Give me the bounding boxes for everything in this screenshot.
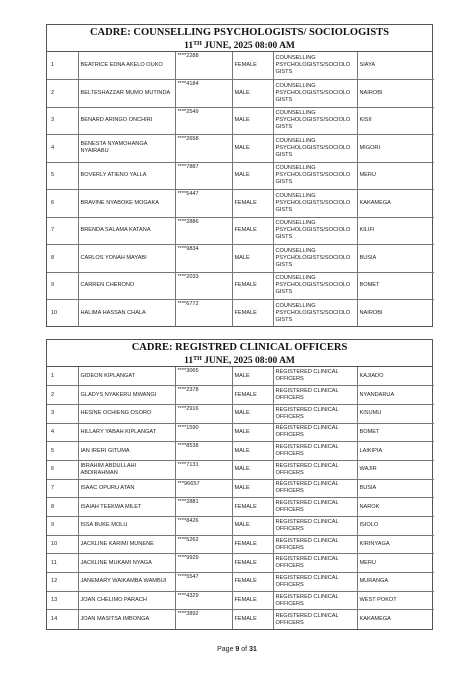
table-row [47, 162, 434, 190]
id-number: ****2288 [175, 52, 232, 80]
county: MERU [357, 162, 434, 190]
gender: FEMALE [232, 300, 273, 328]
id-number: ****9834 [175, 245, 232, 273]
table-row [47, 190, 434, 218]
table-row [47, 107, 434, 135]
table-row [47, 479, 434, 498]
cadre-name: REGISTERED CLINICAL OFFICERS [273, 610, 357, 629]
county: MERU [357, 554, 434, 573]
county: KAKAMEGA [357, 610, 434, 629]
id-number: ****8538 [175, 442, 232, 461]
id-number: ****7131 [175, 460, 232, 479]
table-row [47, 423, 434, 442]
county: BOMET [357, 423, 434, 442]
section-counselling [46, 24, 433, 327]
gender: FEMALE [232, 386, 273, 405]
county: LAIKIPIA [357, 442, 434, 461]
section-title: CADRE: REGISTRED CLINICAL OFFICERS [131, 342, 348, 353]
section-title: CADRE: COUNSELLING PSYCHOLOGISTS/ SOCIOLOGISTS [89, 27, 390, 38]
candidate-name: IAN IRERI GITUMA [78, 442, 175, 461]
gender: FEMALE [232, 573, 273, 592]
candidate-name: IBRAHIM ABDULLAHI ABDIRAHMAN [78, 460, 175, 479]
cadre-name: REGISTERED CLINICAL OFFICERS [273, 404, 357, 423]
candidate-name: BOVERLY ATIENO YALLA [78, 162, 175, 190]
row-number: 5 [47, 162, 78, 190]
cadre-name: COUNSELLING PSYCHOLOGISTS/SOCIOLO GISTS [273, 107, 357, 135]
id-number: ****2033 [175, 272, 232, 300]
candidate-name: GIDEON KIPLANGAT [78, 367, 175, 386]
section-date: 11TH JUNE, 2025 08:00 AM [184, 356, 295, 366]
candidates-table [47, 52, 434, 327]
candidate-name: BEATRICE EDNA AKELO OUKO [78, 52, 175, 80]
row-number: 8 [47, 498, 78, 517]
candidate-name: BENESTA NYAMOHANGA NYAIRABU [78, 135, 175, 163]
table-row [47, 554, 434, 573]
gender: FEMALE [232, 610, 273, 629]
id-number: ****8426 [175, 517, 232, 536]
section-clinical-officers [46, 339, 433, 630]
id-number: ****2378 [175, 386, 232, 405]
candidate-name: JANEMARY WAIKAMBA WAMBUI [78, 573, 175, 592]
candidate-name: HALIMA HASSAN CHALA [78, 300, 175, 328]
candidate-name: JOAN MASITSA IMBONGA [78, 610, 175, 629]
county: KILIFI [357, 217, 434, 245]
cadre-name: COUNSELLING PSYCHOLOGISTS/SOCIOLO GISTS [273, 217, 357, 245]
county: KISUMU [357, 404, 434, 423]
cadre-name: REGISTERED CLINICAL OFFICERS [273, 573, 357, 592]
cadre-name: REGISTERED CLINICAL OFFICERS [273, 386, 357, 405]
county: WAJIR [357, 460, 434, 479]
candidate-name: ISSA BUKE MOLU [78, 517, 175, 536]
gender: MALE [232, 479, 273, 498]
gender: MALE [232, 423, 273, 442]
county: BUSIA [357, 479, 434, 498]
table-row [47, 517, 434, 536]
row-number: 8 [47, 245, 78, 273]
candidate-name: BRAVINE NYABOKE MOGAKA [78, 190, 175, 218]
county: MURANGA [357, 573, 434, 592]
id-number: ****5547 [175, 573, 232, 592]
row-number: 1 [47, 52, 78, 80]
gender: FEMALE [232, 498, 273, 517]
candidate-name: ISAIAH TEEKWA MILET [78, 498, 175, 517]
cadre-name: REGISTERED CLINICAL OFFICERS [273, 460, 357, 479]
gender: MALE [232, 162, 273, 190]
id-number: ****2549 [175, 107, 232, 135]
id-number: ****2886 [175, 217, 232, 245]
candidate-name: JACKLINE KARIMI MUNENE [78, 535, 175, 554]
table-row [47, 367, 434, 386]
candidate-name: CARLOS YONAH MAYABI [78, 245, 175, 273]
gender: FEMALE [232, 554, 273, 573]
cadre-name: COUNSELLING PSYCHOLOGISTS/SOCIOLO GISTS [273, 245, 357, 273]
row-number: 1 [47, 367, 78, 386]
id-number: ***96657 [175, 479, 232, 498]
gender: FEMALE [232, 217, 273, 245]
table-row [47, 442, 434, 461]
cadre-name: COUNSELLING PSYCHOLOGISTS/SOCIOLO GISTS [273, 162, 357, 190]
page-total: 31 [249, 646, 257, 653]
page-footer: Page 9 of 31 [217, 646, 257, 653]
row-number: 10 [47, 300, 78, 328]
id-number: ****2916 [175, 404, 232, 423]
county: WEST POKOT [357, 591, 434, 610]
candidate-name: BELTESHAZZAR MUMO MUTINDA [78, 80, 175, 108]
table-row [47, 245, 434, 273]
gender: MALE [232, 404, 273, 423]
gender: FEMALE [232, 591, 273, 610]
county: MIGORI [357, 135, 434, 163]
table-row [47, 272, 434, 300]
id-number: ****3065 [175, 367, 232, 386]
table-row [47, 610, 434, 629]
county: BOMET [357, 272, 434, 300]
row-number: 5 [47, 442, 78, 461]
gender: MALE [232, 107, 273, 135]
id-number: ****4329 [175, 591, 232, 610]
county: NYANDARUA [357, 386, 434, 405]
section-header [47, 25, 432, 52]
id-number: ****7887 [175, 162, 232, 190]
row-number: 13 [47, 591, 78, 610]
id-number: ****2658 [175, 135, 232, 163]
row-number: 11 [47, 554, 78, 573]
row-number: 12 [47, 573, 78, 592]
row-number: 3 [47, 404, 78, 423]
gender: MALE [232, 442, 273, 461]
table-row [47, 498, 434, 517]
candidate-name: BRENDA SALAMA KATANA [78, 217, 175, 245]
section-date: 11TH JUNE, 2025 08:00 AM [184, 41, 295, 51]
candidate-name: GLADYS NYAKERU MWANGI [78, 386, 175, 405]
id-number: ****6772 [175, 300, 232, 328]
cadre-name: COUNSELLING PSYCHOLOGISTS/SOCIOLO GISTS [273, 52, 357, 80]
county: SIAYA [357, 52, 434, 80]
cadre-name: REGISTERED CLINICAL OFFICERS [273, 367, 357, 386]
cadre-name: REGISTERED CLINICAL OFFICERS [273, 498, 357, 517]
gender: MALE [232, 80, 273, 108]
gender: FEMALE [232, 190, 273, 218]
county: BUSIA [357, 245, 434, 273]
cadre-name: REGISTERED CLINICAL OFFICERS [273, 479, 357, 498]
county: KAKAMEGA [357, 190, 434, 218]
candidate-name: JACKLINE MUKAMI NYAGA [78, 554, 175, 573]
cadre-name: REGISTERED CLINICAL OFFICERS [273, 535, 357, 554]
table-row [47, 52, 434, 80]
row-number: 3 [47, 107, 78, 135]
candidates-table [47, 367, 434, 629]
county: KIRINYAGA [357, 535, 434, 554]
gender: MALE [232, 460, 273, 479]
row-number: 4 [47, 423, 78, 442]
candidate-name: CARREN CHERONO [78, 272, 175, 300]
row-number: 9 [47, 517, 78, 536]
gender: FEMALE [232, 535, 273, 554]
cadre-name: REGISTERED CLINICAL OFFICERS [273, 442, 357, 461]
table-row [47, 217, 434, 245]
county: NAIROBI [357, 80, 434, 108]
id-number: ****4184 [175, 80, 232, 108]
table-row [47, 573, 434, 592]
gender: MALE [232, 517, 273, 536]
table-row [47, 80, 434, 108]
cadre-name: COUNSELLING PSYCHOLOGISTS/SOCIOLO GISTS [273, 300, 357, 328]
id-number: ****5262 [175, 535, 232, 554]
candidate-name: HESINE OCHIENG OSORO [78, 404, 175, 423]
id-number: ****5447 [175, 190, 232, 218]
cadre-name: REGISTERED CLINICAL OFFICERS [273, 554, 357, 573]
row-number: 10 [47, 535, 78, 554]
table-row [47, 460, 434, 479]
id-number: ****9929 [175, 554, 232, 573]
gender: MALE [232, 135, 273, 163]
county: KAJIADO [357, 367, 434, 386]
cadre-name: COUNSELLING PSYCHOLOGISTS/SOCIOLO GISTS [273, 190, 357, 218]
candidate-name: ISAAC OPURU ATAN [78, 479, 175, 498]
row-number: 7 [47, 479, 78, 498]
row-number: 7 [47, 217, 78, 245]
table-row [47, 535, 434, 554]
row-number: 9 [47, 272, 78, 300]
gender: MALE [232, 367, 273, 386]
row-number: 2 [47, 386, 78, 405]
section-header [47, 340, 432, 367]
row-number: 6 [47, 190, 78, 218]
table-row [47, 135, 434, 163]
id-number: ****1590 [175, 423, 232, 442]
row-number: 2 [47, 80, 78, 108]
cadre-name: COUNSELLING PSYCHOLOGISTS/SOCIOLO GISTS [273, 80, 357, 108]
cadre-name: REGISTERED CLINICAL OFFICERS [273, 591, 357, 610]
candidate-name: HILLARY YABAH KIPLANGAT [78, 423, 175, 442]
county: NAROK [357, 498, 434, 517]
id-number: ****2881 [175, 498, 232, 517]
table-row [47, 404, 434, 423]
cadre-name: COUNSELLING PSYCHOLOGISTS/SOCIOLO GISTS [273, 135, 357, 163]
table-row [47, 386, 434, 405]
county: NAIROBI [357, 300, 434, 328]
table-row [47, 300, 434, 328]
cadre-name: REGISTERED CLINICAL OFFICERS [273, 517, 357, 536]
candidate-name: JOAN CHELIMO PARACH [78, 591, 175, 610]
county: KISII [357, 107, 434, 135]
row-number: 14 [47, 610, 78, 629]
gender: MALE [232, 245, 273, 273]
cadre-name: COUNSELLING PSYCHOLOGISTS/SOCIOLO GISTS [273, 272, 357, 300]
row-number: 6 [47, 460, 78, 479]
county: ISIOLO [357, 517, 434, 536]
row-number: 4 [47, 135, 78, 163]
gender: FEMALE [232, 52, 273, 80]
table-row [47, 591, 434, 610]
id-number: ****3892 [175, 610, 232, 629]
page-current: 9 [235, 646, 240, 653]
gender: FEMALE [232, 272, 273, 300]
cadre-name: REGISTERED CLINICAL OFFICERS [273, 423, 357, 442]
candidate-name: BENARD ARINGO ONCHIRI [78, 107, 175, 135]
